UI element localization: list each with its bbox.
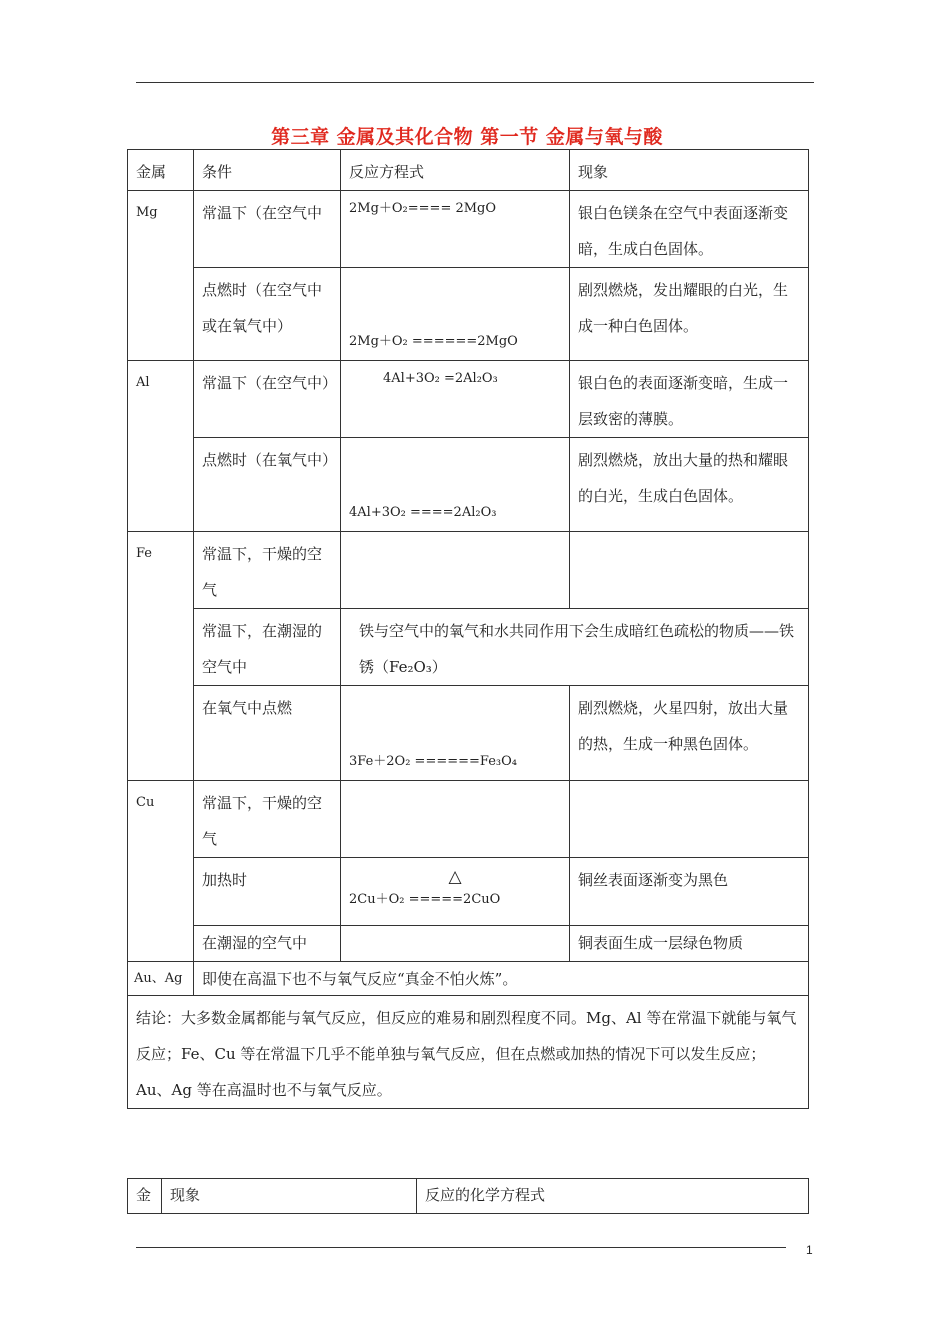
metal-mg: Mg — [128, 191, 194, 361]
equation-cell — [341, 438, 570, 532]
equation-cell: 2Mg＋O₂==== 2MgO — [341, 191, 570, 268]
header-phenomenon: 现象 — [162, 1179, 417, 1214]
metal-oxygen-table — [127, 149, 809, 1109]
equation-cell — [341, 686, 570, 781]
table-row — [128, 191, 809, 268]
table-row — [128, 268, 809, 361]
table-row — [128, 781, 809, 858]
phenomenon-cell: 铜表面生成一层绿色物质 — [570, 926, 809, 962]
table-row — [128, 361, 809, 438]
header-rule — [136, 82, 814, 83]
equation-text: 2Cu＋O₂ =====2CuO — [349, 892, 501, 907]
condition-cell: 点燃时（在氧气中） — [194, 438, 341, 532]
table-row — [128, 609, 809, 686]
phenomenon-cell: 剧烈燃烧，火星四射，放出大量的热，生成一种黑色固体。 — [570, 686, 809, 781]
metal-fe: Fe — [128, 532, 194, 781]
table-row — [128, 686, 809, 781]
phenomenon-cell — [570, 781, 809, 858]
header-condition: 条件 — [194, 150, 341, 191]
phenomenon-cell: 银白色镁条在空气中表面逐渐变暗，生成白色固体。 — [570, 191, 809, 268]
condition-cell: 加热时 — [194, 858, 341, 926]
page-number: 1 — [806, 1243, 813, 1257]
phenomenon-cell: 铜丝表面逐渐变为黑色 — [570, 858, 809, 926]
phenomenon-cell: 剧烈燃烧，放出大量的热和耀眼的白光，生成白色固体。 — [570, 438, 809, 532]
conclusion-row — [128, 996, 809, 1109]
header-equation: 反应方程式 — [341, 150, 570, 191]
metal-al: Al — [128, 361, 194, 532]
equation-text: 2Mg＋O₂ ======2MgO — [349, 334, 518, 349]
phenomenon-cell: 剧烈燃烧，发出耀眼的白光，生成一种白色固体。 — [570, 268, 809, 361]
equation-cell — [341, 532, 570, 609]
conclusion-text: 结论：大多数金属都能与氧气反应，但反应的难易和剧烈程度不同。Mg、Al 等在常温下就能与氧气反应；Fe、Cu 等在常温下几乎不能单独与氧气反应，但在点燃或加热的情况下可以发生反应；Au、Ag 等在高温时也不与氧气反应。 — [128, 996, 809, 1109]
metal-acid-table — [127, 1178, 809, 1214]
merged-description-cell: 铁与空气中的氧气和水共同作用下会生成暗红色疏松的物质——铁锈（Fe₂O₃） — [341, 609, 809, 686]
table-row — [128, 532, 809, 609]
equation-cell: 4Al+3O₂ =2Al₂O₃ — [341, 361, 570, 438]
footer-rule — [136, 1247, 786, 1248]
table-row — [128, 438, 809, 532]
condition-cell: 常温下（在空气中） — [194, 361, 341, 438]
equation-cell — [341, 926, 570, 962]
table-header-row — [128, 1179, 809, 1214]
header-metal: 金属 — [128, 150, 194, 191]
metal-au-ag: Au、Ag — [128, 962, 194, 996]
condition-cell: 在潮湿的空气中 — [194, 926, 341, 962]
table-header-row — [128, 150, 809, 191]
table-row — [128, 926, 809, 962]
phenomenon-cell: 银白色的表面逐渐变暗，生成一层致密的薄膜。 — [570, 361, 809, 438]
equation-cell — [341, 781, 570, 858]
condition-cell: 常温下，在潮湿的空气中 — [194, 609, 341, 686]
au-ag-description: 即使在高温下也不与氧气反应“真金不怕火炼”。 — [194, 962, 809, 996]
header-metal: 金 — [128, 1179, 162, 1214]
heat-symbol-icon: △ — [448, 867, 462, 887]
header-phenomenon: 现象 — [570, 150, 809, 191]
condition-cell: 在氧气中点燃 — [194, 686, 341, 781]
phenomenon-cell — [570, 532, 809, 609]
page-title: 第三章 金属及其化合物 第一节 金属与氧与酸 — [271, 126, 663, 148]
condition-cell: 常温下，干燥的空气 — [194, 781, 341, 858]
header-equation: 反应的化学方程式 — [417, 1179, 809, 1214]
metal-cu: Cu — [128, 781, 194, 962]
equation-cell — [341, 858, 570, 926]
condition-cell: 常温下（在空气中 — [194, 191, 341, 268]
equation-cell — [341, 268, 570, 361]
table-row — [128, 962, 809, 996]
equation-text: 4Al+3O₂ ====2Al₂O₃ — [349, 505, 497, 520]
condition-cell: 常温下，干燥的空气 — [194, 532, 341, 609]
table-row — [128, 858, 809, 926]
equation-text: 3Fe＋2O₂ ======Fe₃O₄ — [349, 754, 517, 769]
condition-cell: 点燃时（在空气中或在氧气中） — [194, 268, 341, 361]
